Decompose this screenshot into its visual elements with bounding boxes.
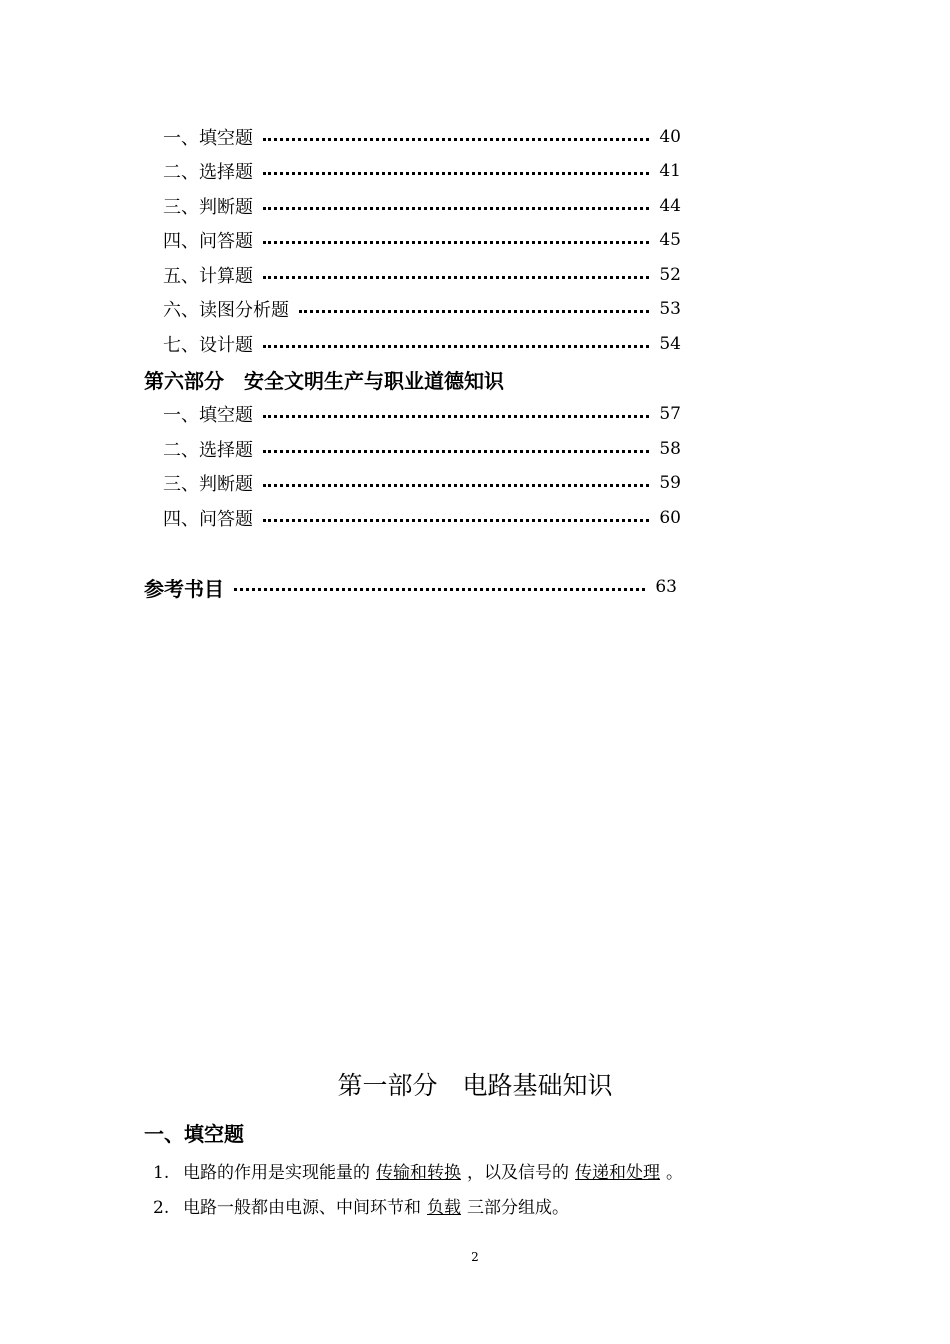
toc-entry[interactable] (163, 434, 681, 464)
toc-leader-dots (263, 172, 649, 175)
question-text: 电路的作用是实现能量的 (183, 1163, 370, 1183)
section-title: 一、填空题 (144, 1122, 244, 1146)
toc-entry[interactable] (163, 191, 681, 221)
toc-leader-dots (263, 241, 649, 244)
toc-leader-dots (263, 519, 649, 522)
toc-entry-label: 三、判断题 (163, 474, 253, 495)
toc-entry[interactable] (163, 399, 681, 429)
part-title: 第一部分 电路基础知识 (337, 1071, 613, 1100)
toc-entry-page: 54 (659, 334, 681, 354)
question-text: 三部分组成。 (467, 1198, 569, 1218)
toc-entry-label: 一、填空题 (163, 128, 253, 149)
toc-leader-dots (234, 588, 645, 591)
toc-entry-label: 五、计算题 (163, 266, 253, 287)
toc-entry-label: 四、问答题 (163, 509, 253, 530)
toc-entry-page: 45 (659, 230, 681, 250)
toc-leader-dots (263, 484, 649, 487)
page-number: 2 (471, 1250, 479, 1264)
question-text: 。 (666, 1163, 683, 1183)
question-number: 2. (153, 1198, 170, 1218)
answer-blank: 传递和处理 (575, 1163, 660, 1183)
question-text: ，以及信号的 (467, 1163, 569, 1183)
toc-leader-dots (263, 276, 649, 279)
toc-entry-page: 59 (659, 473, 681, 493)
question-text: 电路一般都由电源、中间环节和 (183, 1198, 421, 1218)
question-2 (153, 1193, 569, 1218)
toc-entry[interactable] (163, 503, 681, 533)
toc-entry-page: 41 (659, 161, 681, 181)
toc-entry-page: 52 (659, 265, 681, 285)
toc-entry[interactable] (163, 294, 681, 324)
toc-leader-dots (263, 450, 649, 453)
toc-entry-page: 58 (659, 439, 681, 459)
answer-blank: 负载 (427, 1198, 461, 1218)
toc-references-page: 63 (655, 577, 677, 597)
toc-entry-page: 44 (659, 196, 681, 216)
toc-leader-dots (263, 345, 649, 348)
toc-leader-dots (263, 415, 649, 418)
toc-entry-page: 60 (659, 508, 681, 528)
toc-entry-label: 二、选择题 (163, 440, 253, 461)
toc-leader-dots (263, 138, 649, 141)
toc-leader-dots (299, 310, 649, 313)
toc-entry-label: 六、读图分析题 (163, 300, 289, 321)
answer-blank: 传输和转换 (376, 1163, 461, 1183)
toc-entry[interactable] (163, 329, 681, 359)
question-number: 1. (153, 1163, 170, 1183)
toc-references-entry[interactable] (144, 572, 677, 602)
toc-entry[interactable] (163, 468, 681, 498)
toc-entry-page: 40 (659, 127, 681, 147)
toc-entry-label: 四、问答题 (163, 231, 253, 252)
toc-part-heading[interactable]: 第六部分 安全文明生产与职业道德知识 (144, 369, 504, 393)
toc-entry-label: 七、设计题 (163, 335, 253, 356)
toc-entry-page: 53 (659, 299, 681, 319)
toc-references-label: 参考书目 (144, 576, 224, 601)
toc-entry-label: 三、判断题 (163, 197, 253, 218)
toc-entry[interactable] (163, 122, 681, 152)
question-1 (153, 1158, 683, 1183)
toc-leader-dots (263, 207, 649, 210)
toc-entry[interactable] (163, 225, 681, 255)
toc-entry-label: 二、选择题 (163, 162, 253, 183)
toc-entry-page: 57 (659, 404, 681, 424)
toc-entry[interactable] (163, 156, 681, 186)
toc-entry[interactable] (163, 260, 681, 290)
toc-entry-label: 一、填空题 (163, 405, 253, 426)
